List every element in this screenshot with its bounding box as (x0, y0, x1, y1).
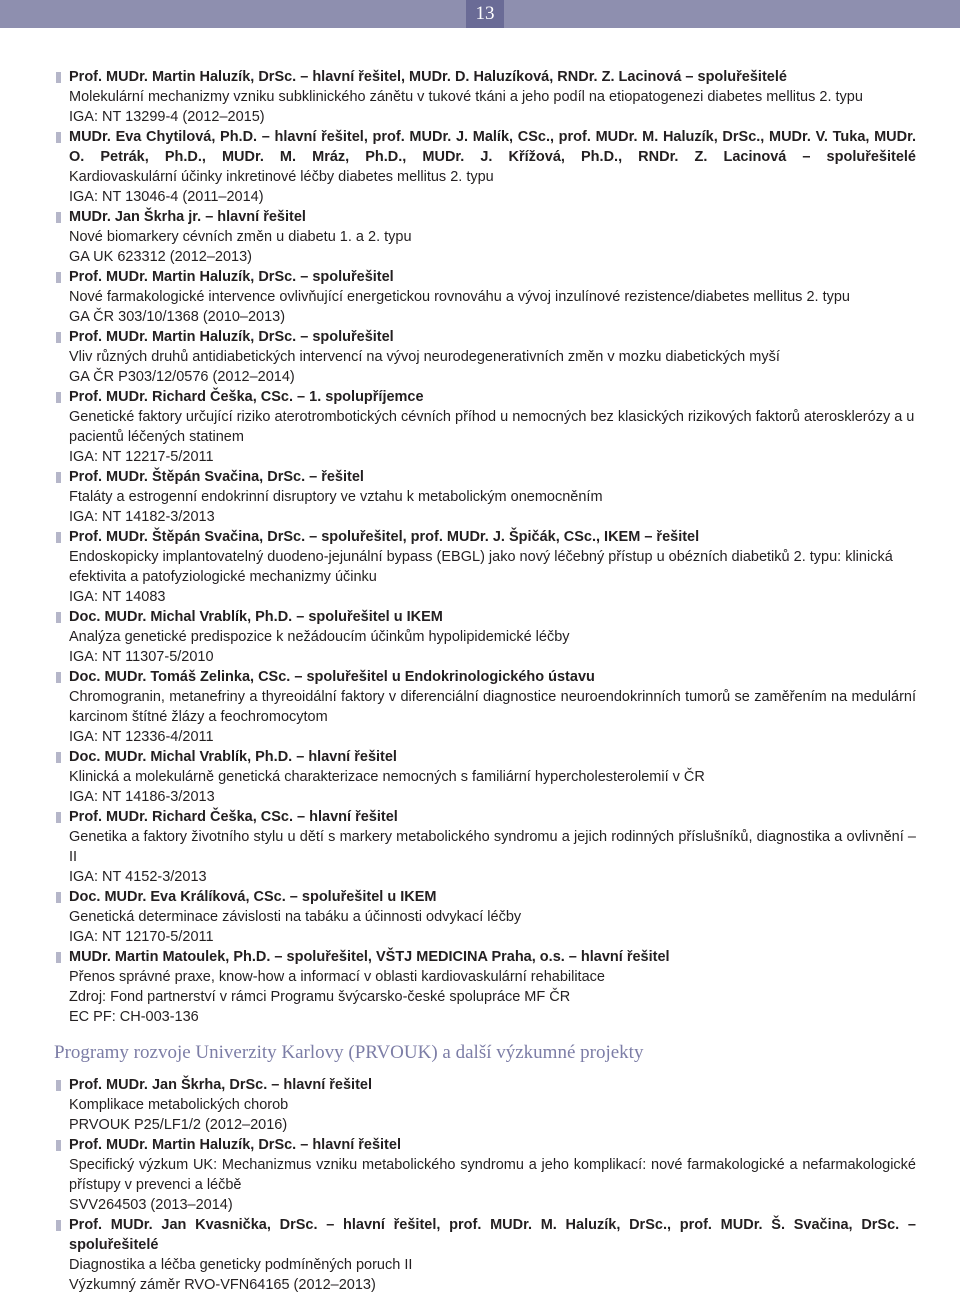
project-entry (56, 667, 916, 747)
project-title: Doc. MUDr. Michal Vrablík, Ph.D. – hlavní řešitel (69, 749, 397, 765)
project-line: IGA: NT 12217-5/2011 (69, 449, 214, 465)
project-line: Analýza genetické predispozice k nežádoucím účinkům hypolipidemické léčby (69, 629, 570, 645)
project-title: MUDr. Jan Škrha jr. – hlavní řešitel (69, 209, 306, 225)
project-line: GA ČR 303/10/1368 (2010–2013) (69, 309, 286, 325)
project-entry (56, 467, 916, 527)
project-title: Prof. MUDr. Jan Škrha, DrSc. – hlavní řešitel (69, 1077, 372, 1093)
project-title: Prof. MUDr. Jan Kvasnička, DrSc. – hlavní řešitel, prof. MUDr. M. Haluzík, DrSc., prof. MUDr. Š. Svačina, DrSc. – spoluřešitelé (69, 1217, 916, 1253)
bullet-icon (56, 392, 61, 403)
project-line: IGA: NT 14186-3/2013 (69, 789, 215, 805)
project-title: MUDr. Martin Matoulek, Ph.D. – spoluřešitel, VŠTJ MEDICINA Praha, o.s. – hlavní řešitel (69, 949, 670, 965)
project-line: PRVOUK P25/LF1/2 (2012–2016) (69, 1117, 288, 1133)
project-line: Ftaláty a estrogenní endokrinní disruptory ve vztahu k metabolickým onemocněním (69, 489, 603, 505)
header-band (0, 0, 960, 28)
bullet-icon (56, 1140, 61, 1151)
document-body (56, 67, 916, 1295)
project-line: IGA: NT 14182-3/2013 (69, 509, 215, 525)
project-title: Prof. MUDr. Martin Haluzík, DrSc. – spoluřešitel (69, 269, 394, 285)
project-title: Prof. MUDr. Richard Češka, CSc. – hlavní řešitel (69, 809, 398, 825)
project-title: Doc. MUDr. Tomáš Zelinka, CSc. – spoluřešitel u Endokrinologického ústavu (69, 669, 595, 685)
bullet-icon (56, 532, 61, 543)
project-line: Chromogranin, metanefriny a thyreoidální faktory v diferenciální diagnostice neuroendokrinních tumorů se zaměřením na medulární karcinom štítné žlázy a feochromocytom (69, 689, 916, 725)
project-title: Prof. MUDr. Martin Haluzík, DrSc. – hlavní řešitel, MUDr. D. Haluzíková, RNDr. Z. Lacinová – spoluřešitelé (69, 69, 787, 85)
project-line: IGA: NT 14083 (69, 589, 166, 605)
project-entry (56, 267, 916, 327)
project-line: Genetická determinace závislosti na tabáku a účinnosti odvykací léčby (69, 909, 522, 925)
project-title: Doc. MUDr. Michal Vrablík, Ph.D. – spoluřešitel u IKEM (69, 609, 443, 625)
project-line: Zdroj: Fond partnerství v rámci Programu švýcarsko-české spolupráce MF ČR (69, 989, 571, 1005)
project-line: Přenos správné praxe, know-how a informací v oblasti kardiovaskulární rehabilitace (69, 969, 605, 985)
project-line: Genetické faktory určující riziko aterotrombotických cévních příhod u nemocných bez klasických rizikových faktorů aterosklerózy a u pacientů léčených statinem (69, 409, 915, 445)
project-line: Výzkumný záměr RVO-VFN64165 (2012–2013) (69, 1277, 376, 1293)
bullet-icon (56, 1080, 61, 1091)
project-entry (56, 1135, 916, 1215)
section-heading: Programy rozvoje Univerzity Karlovy (PRVOUK) a další výzkumné projekty (54, 1042, 644, 1063)
bullet-icon (56, 132, 61, 143)
project-title: Prof. MUDr. Štěpán Svačina, DrSc. – spoluřešitel, prof. MUDr. J. Špičák, CSc., IKEM – řešitel (69, 529, 700, 545)
project-line: IGA: NT 4152-3/2013 (69, 869, 207, 885)
project-entry (56, 127, 916, 207)
bullet-icon (56, 752, 61, 763)
project-title: Prof. MUDr. Štěpán Svačina, DrSc. – řešitel (69, 469, 364, 485)
project-line: GA ČR P303/12/0576 (2012–2014) (69, 369, 295, 385)
bullet-icon (56, 212, 61, 223)
project-line: Klinická a molekulárně genetická charakterizace nemocných s familiární hypercholesterolemií v ČR (69, 769, 705, 785)
project-entry (56, 207, 916, 267)
project-line: IGA: NT 13046-4 (2011–2014) (69, 189, 264, 205)
project-entry (56, 67, 916, 127)
project-line: Endoskopicky implantovatelný duodeno-jejunální bypass (EBGL) jako nový léčebný přístup u obézních diabetiků 2. typu: klinická efektivita a patofyziologické mechanizmy účinku (69, 549, 893, 585)
bullet-icon (56, 332, 61, 343)
bullet-icon (56, 952, 61, 963)
project-line: Nové biomarkery cévních změn u diabetu 1. a 2. typu (69, 229, 412, 245)
project-line: Komplikace metabolických chorob (69, 1097, 289, 1113)
project-line: SVV264503 (2013–2014) (69, 1197, 233, 1213)
bullet-icon (56, 1220, 61, 1231)
project-line: Specifický výzkum UK: Mechanizmus vzniku metabolického syndromu a jeho komplikací: nové farmakologické a nefarmakologické přístupy v prevenci a léčbě (69, 1157, 916, 1193)
project-title: Prof. MUDr. Richard Češka, CSc. – 1. spolupříjemce (69, 389, 424, 405)
project-line: IGA: NT 13299-4 (2012–2015) (69, 109, 265, 125)
project-entry (56, 1075, 916, 1135)
project-line: IGA: NT 11307-5/2010 (69, 649, 214, 665)
project-title: MUDr. Eva Chytilová, Ph.D. – hlavní řešitel, prof. MUDr. J. Malík, CSc., prof. MUDr. M. Haluzík, DrSc., MUDr. V. Tuka, MUDr. O. Petrák, Ph.D., MUDr. M. Mráz, Ph.D., MUDr. J. Křížová, Ph.D., RNDr. Z. Lacinová – spoluřešitelé (69, 129, 916, 165)
project-entry (56, 607, 916, 667)
project-line: Diagnostika a léčba geneticky podmíněných poruch II (69, 1257, 413, 1273)
project-entry (56, 947, 916, 1027)
bullet-icon (56, 812, 61, 823)
project-entry (56, 1215, 916, 1295)
bullet-icon (56, 612, 61, 623)
bullet-icon (56, 892, 61, 903)
page-number: 13 (466, 0, 504, 28)
project-line: Nové farmakologické intervence ovlivňující energetickou rovnováhu a vývoj inzulínové rezistence/diabetes mellitus 2. typu (69, 289, 850, 305)
project-title: Doc. MUDr. Eva Králíková, CSc. – spoluřešitel u IKEM (69, 889, 437, 905)
project-line: Vliv různých druhů antidiabetických intervencí na vývoj neurodegenerativních změn v mozku diabetických myší (69, 349, 780, 365)
bullet-icon (56, 72, 61, 83)
project-entry (56, 387, 916, 467)
project-line: GA UK 623312 (2012–2013) (69, 249, 252, 265)
project-line: Genetika a faktory životního stylu u dětí s markery metabolického syndromu a jejich rodinných příslušníků, diagnostika a ovlivnění – II (69, 829, 916, 865)
project-line: EC PF: CH-003-136 (69, 1009, 199, 1025)
project-entry (56, 807, 916, 887)
project-entry (56, 887, 916, 947)
project-line: Kardiovaskulární účinky inkretinové léčby diabetes mellitus 2. typu (69, 169, 494, 185)
project-entry (56, 527, 916, 607)
project-line: Molekulární mechanizmy vzniku subklinického zánětu v tukové tkáni a jeho podíl na etiopatogenezi diabetes mellitus 2. typu (69, 89, 863, 105)
project-entry (56, 327, 916, 387)
bullet-icon (56, 472, 61, 483)
bullet-icon (56, 272, 61, 283)
project-title: Prof. MUDr. Martin Haluzík, DrSc. – hlavní řešitel (69, 1137, 401, 1153)
project-title: Prof. MUDr. Martin Haluzík, DrSc. – spoluřešitel (69, 329, 394, 345)
bullet-icon (56, 672, 61, 683)
project-line: IGA: NT 12336-4/2011 (69, 729, 214, 745)
project-entry (56, 747, 916, 807)
project-line: IGA: NT 12170-5/2011 (69, 929, 214, 945)
